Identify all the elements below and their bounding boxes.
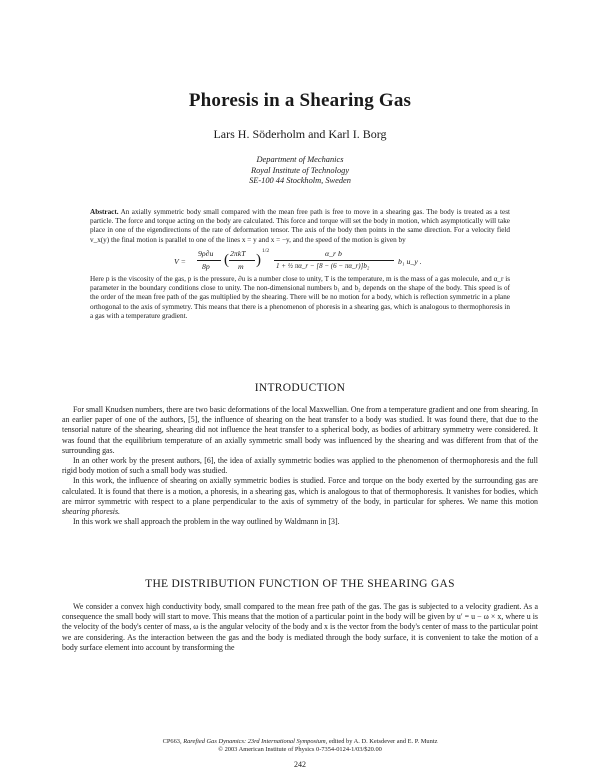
affiliation-line-3: SE-100 44 Stockholm, Sweden xyxy=(249,176,351,186)
footer-copyright: © 2003 American Institute of Physics 0-7354-0124-1/03/$20.00 xyxy=(218,746,382,754)
formula-frac2-num: α_r b xyxy=(325,249,342,258)
formula-paren-open: ( xyxy=(224,252,229,268)
formula-frac2-bar xyxy=(274,260,394,261)
formula-frac1-bar xyxy=(197,260,221,261)
page-footer xyxy=(0,738,600,755)
footer-citation xyxy=(0,738,600,746)
intro-paragraph-4: In this work we shall approach the problem in the way outlined by Waldmann in [3]. xyxy=(73,517,340,527)
formula-paren-close: ) xyxy=(256,252,261,268)
affiliation-line-1: Department of Mechanics xyxy=(256,155,344,164)
abstract xyxy=(90,208,510,245)
abstract-continued: Here p is the viscosity of the gas, p is the pressure, ∂u is a number close to unity, T is the temperature, m is the mass of a gas molecule, and α_r is parameter in the boundary conditions close to unity. The non-dimensional numbers b₁ and b₂ depends on the shape of the body. This speed is of the order of the mean free path of the gas multiplied by the shearing. There will be no motion for a body, which is reflection symmetric in a plane orthogonal to the axis of symmetry. This means that there is a phenomenon of phoresis in a shearing gas, which is analogous to thermophoresis in a gas with a temperature gradient. xyxy=(90,275,510,320)
formula-frac1-num: 9ρ∂u xyxy=(198,249,214,258)
distribution-body xyxy=(62,602,538,653)
abstract-label: Abstract. xyxy=(90,208,119,216)
affiliation-line-2: Royal Institute of Technology xyxy=(250,165,350,175)
intro-paragraph-3-text: In this work, the influence of shearing on axially symmetric bodies is studied. Force and torque on the body exerted by the surrounding gas are calculated. It is found that there is a motion, a phoresis, in a shearing gas, which is analogous to that of thermophoresis. It vanishes for bodies, which are mirror symmetric with respect to a plane perpendicular to the axis of symmetry of the body, in particular for spheres. We name this motion xyxy=(62,476,538,506)
section-heading-distribution: THE DISTRIBUTION FUNCTION OF THE SHEARING GAS xyxy=(145,578,455,590)
introduction-body xyxy=(62,405,538,527)
formula-exponent: 1/2 xyxy=(262,248,270,254)
section-heading-introduction: INTRODUCTION xyxy=(254,382,346,394)
affiliation xyxy=(0,155,600,187)
formula-paren-den: m xyxy=(238,262,244,271)
speed-formula xyxy=(150,249,450,277)
intro-paragraph-1: For small Knudsen numbers, there are two basic deformations of the local Maxwellian. One from a temperature gradient and one from shearing. In an earlier paper of one of the authors, [5], the influence of shearing on the heat transfer to a body was studied. It was found there, that due to the tensorial nature of the shearing, shearing did not influence the heat transfer to a spherical body, as bodies of arbitrary symmetry were considered. It was found that the equilibrium temperature of an axially symmetric small body was influenced by the shearing and was different from that of the surrounding gas. xyxy=(62,405,538,455)
paper-title: Phoresis in a Shearing Gas xyxy=(188,90,412,111)
formula-lhs: V = xyxy=(174,257,186,266)
formula-tail: b₁ u_y . xyxy=(398,257,422,266)
formula-paren-num: 2πkT xyxy=(230,249,246,258)
shearing-phoresis-term: shearing phoresis. xyxy=(62,507,121,517)
formula-frac2-den: 1 + ½ πα_r − [8 − (6 − πα_r)]b₂ xyxy=(276,262,370,270)
page-number: 242 xyxy=(294,760,306,769)
footer-cp: CP663, xyxy=(162,738,182,745)
footer-proceedings: Rarefied Gas Dynamics: 23rd International Symposium, xyxy=(183,738,328,745)
distribution-paragraph-1: We consider a convex high conductivity body, small compared to the mean free path of the gas. The gas is subjected to a velocity gradient. As a consequence the small body will start to move. This means that the motion of a particular point in the body will be given by u′ = u − ω × x, where u is the velocity of the body's center of mass, ω is the angular velocity of the body and x is the vector from the body's center of mass to the particular point we are considering. As the interaction between the gas and the body is mediated through the body surface, it is convenient to take the motion of a body surface element into account by transforming the xyxy=(62,602,538,652)
formula-frac1-den: 8p xyxy=(202,262,210,271)
abstract-text: An axially symmetric body small compared with the mean free path is free to move in a shearing gas. The body is treated as a test particle. The force and torque acting on the body are calculated. This force and torque will set the body in motion, which asymptotically will take place in one of the eigendirections of the rate of deformation tensor. The axis of the body then points in the same direction. For a velocity field v_x(y) the final motion is parallel to one of the lines x = y and x = −y, and the speed of the motion is given by xyxy=(90,208,510,244)
formula-paren-bar xyxy=(229,260,255,261)
intro-paragraph-2: In an other work by the present authors, [6], the idea of axially symmetric bodies was applied to the phenomenon of thermophoresis and the full rigid body motion of such a small body was studied. xyxy=(62,456,538,476)
footer-editors: edited by A. D. Ketsdever and E. P. Muntz xyxy=(328,738,438,745)
intro-paragraph-3 xyxy=(62,476,538,517)
paper-authors: Lars H. Söderholm and Karl I. Borg xyxy=(213,127,387,141)
